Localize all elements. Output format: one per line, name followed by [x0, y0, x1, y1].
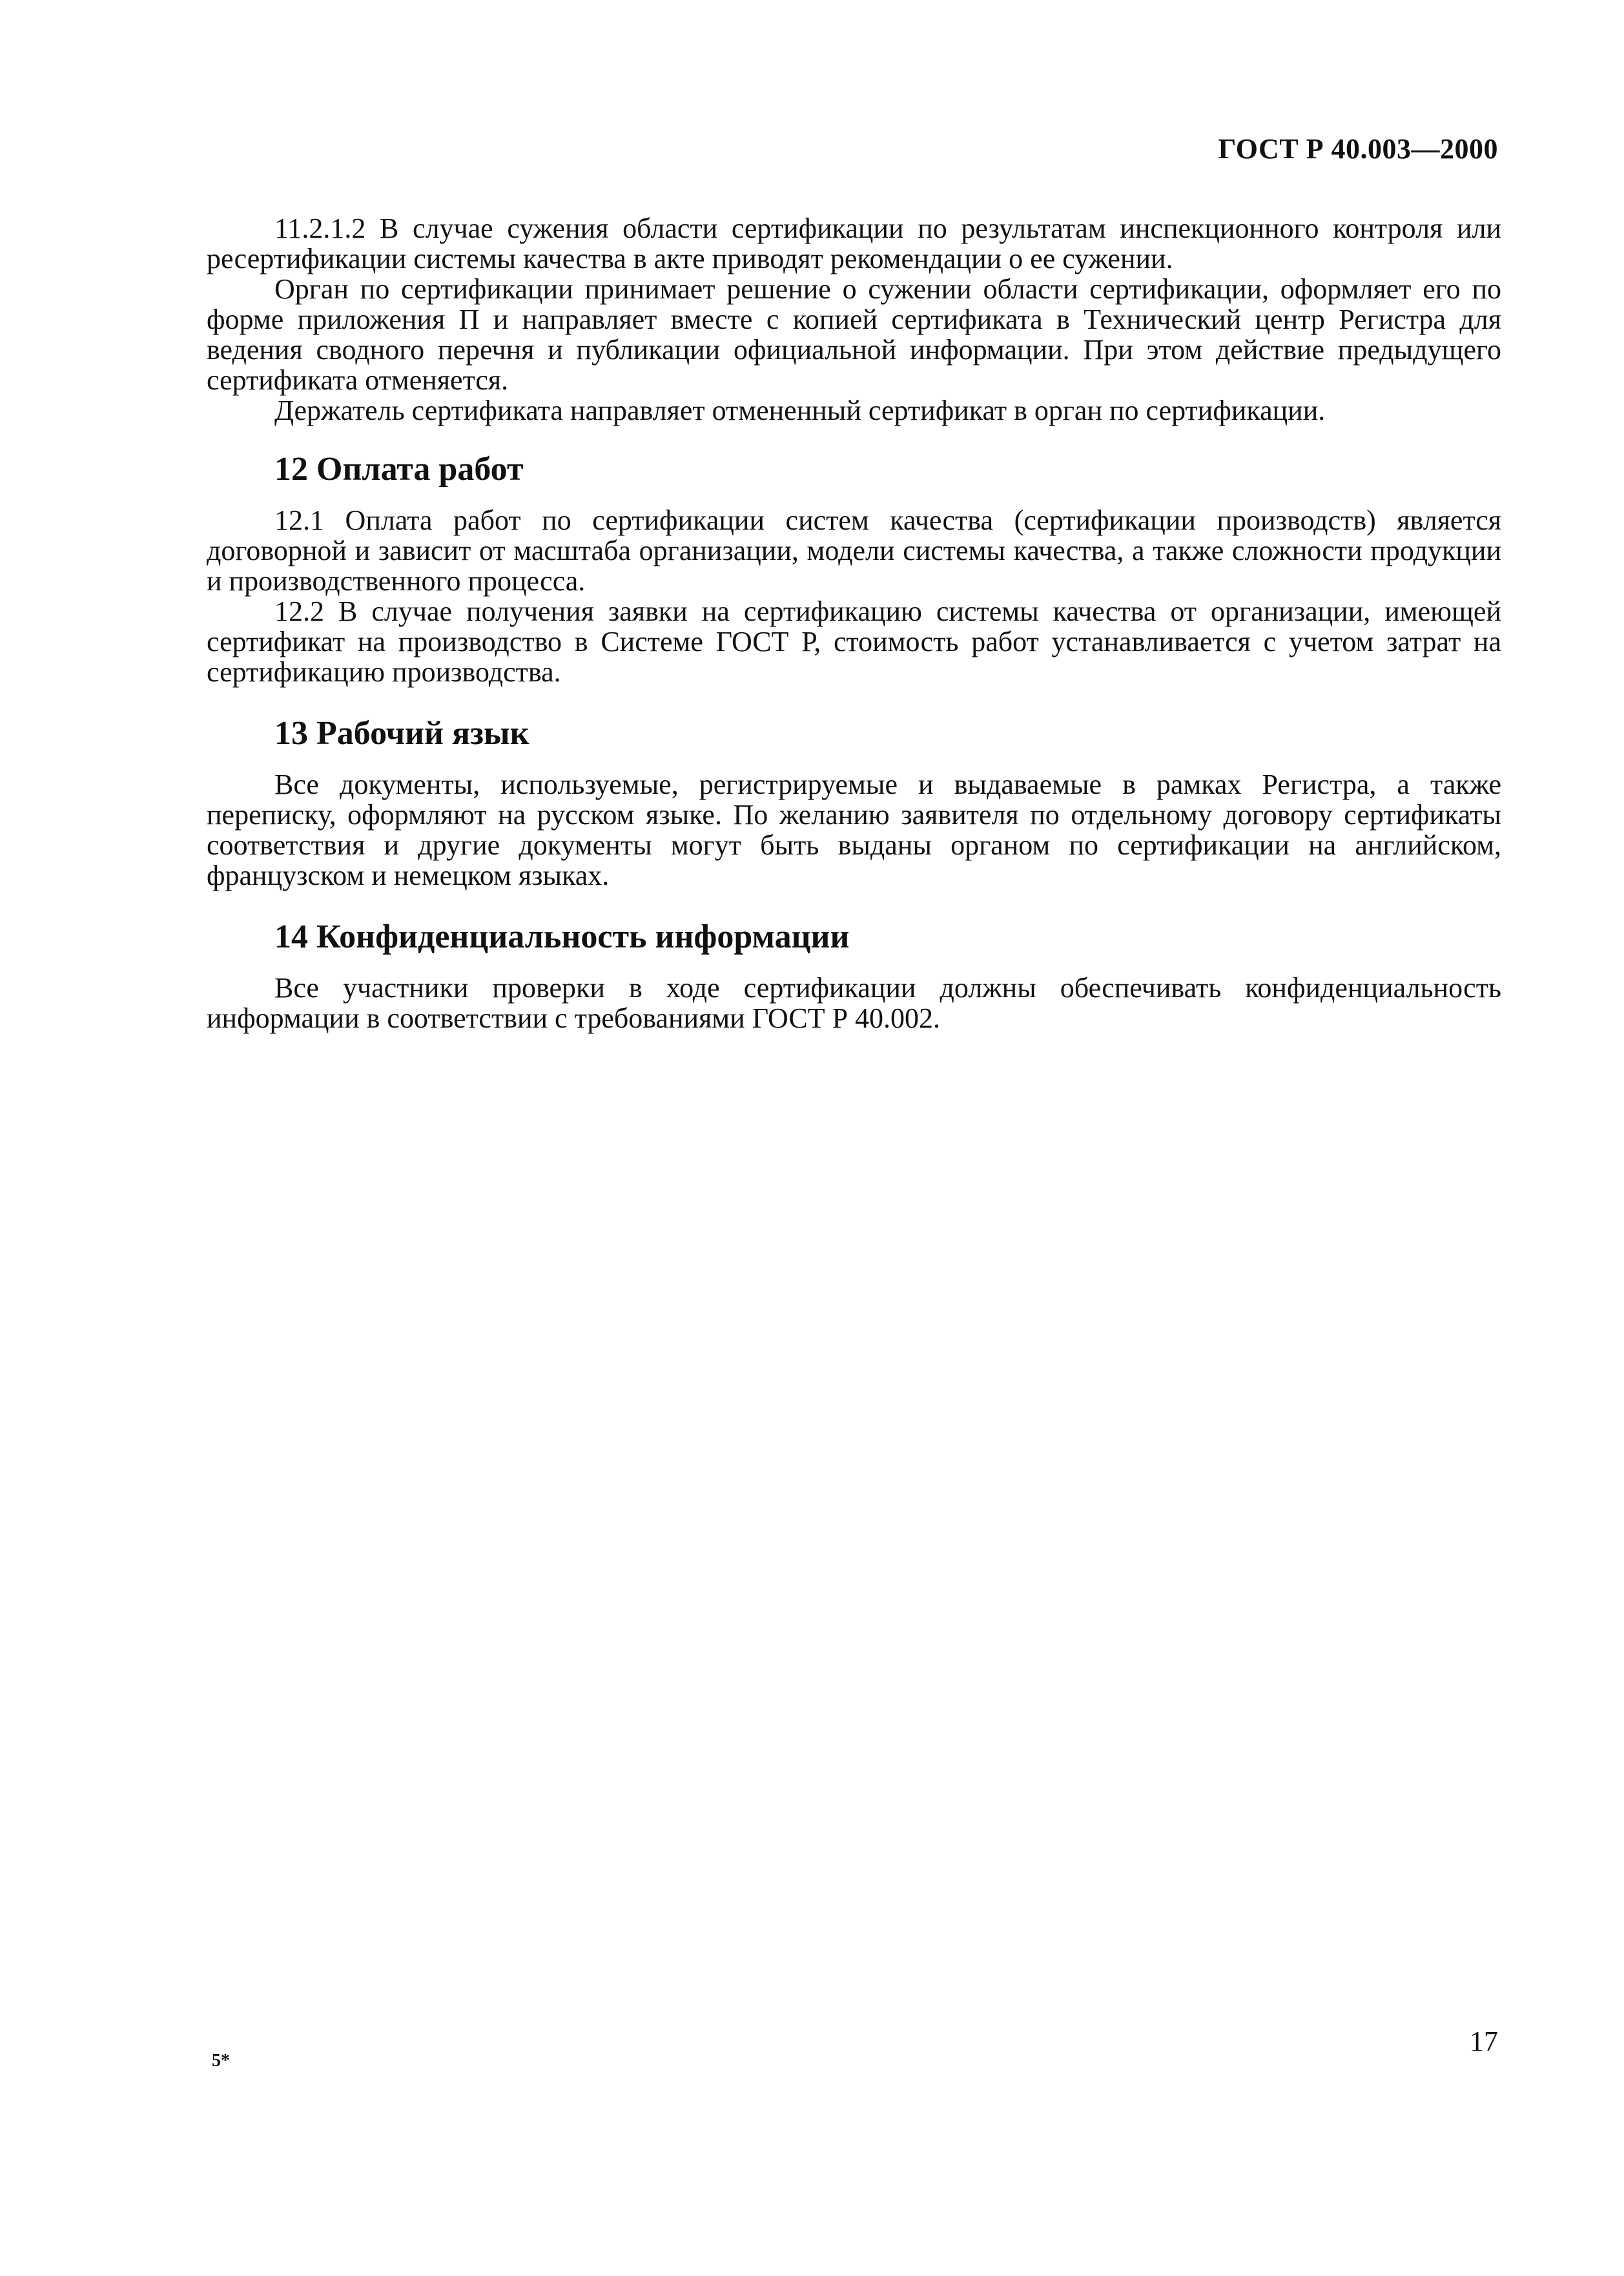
paragraph-certificate-return: Держатель сертификата направляет отмененный сертификат в орган по сертификации. — [274, 395, 1326, 426]
standard-header: ГОСТ Р 40.003—2000 — [1218, 133, 1498, 165]
page-number: 17 — [1470, 2025, 1498, 2057]
paragraph-working-language: Все документы, используемые, регистрируемые и выдаваемые в рамках Регистра, а также переписку, оформляют на русском языке. По желанию заявителя по отдельному договору сертификаты соответствия и другие документы могут быть выданы органом по сертификации на английском, французском и немецком языках. — [207, 769, 1501, 891]
paragraph-12-2: 12.2 В случае получения заявки на сертификацию системы качества от организации, имеющей сертификат на производство в Системе ГОСТ Р, стоимость работ устанавливается с учетом затрат на сертификацию производства. — [207, 595, 1501, 688]
paragraph-12-1: 12.1 Оплата работ по сертификации систем качества (сертификации производств) является договорной и зависит от масштаба организации, модели системы качества, а также сложности продукции и производственного процесса. — [207, 504, 1501, 597]
document-body — [207, 213, 1501, 1033]
sheet-signature-mark: 5* — [212, 2051, 230, 2071]
section-heading-confidentiality: 14 Конфиденциальность информации — [274, 918, 850, 955]
section-heading-working-language: 13 Рабочий язык — [274, 715, 529, 752]
paragraph-narrowing-decision: Орган по сертификации принимает решение о сужении области сертификации, оформляет его по форме приложения П и направляет вместе с копией сертификата в Технический центр Регистра для ведения сводного перечня и публикации официальной информации. При этом действие предыдущего сертификата отменяется. — [207, 273, 1501, 396]
paragraph-11-2-1-2: 11.2.1.2 В случае сужения области сертификации по результатам инспекционного контроля или ресертификации системы качества в акте приводят рекомендации о ее сужении. — [207, 212, 1501, 274]
paragraph-confidentiality: Все участники проверки в ходе сертификации должны обеспечивать конфиденциальность информации в соответствии с требованиями ГОСТ Р 40.002. — [207, 972, 1501, 1034]
section-heading-payment: 12 Оплата работ — [274, 451, 524, 488]
